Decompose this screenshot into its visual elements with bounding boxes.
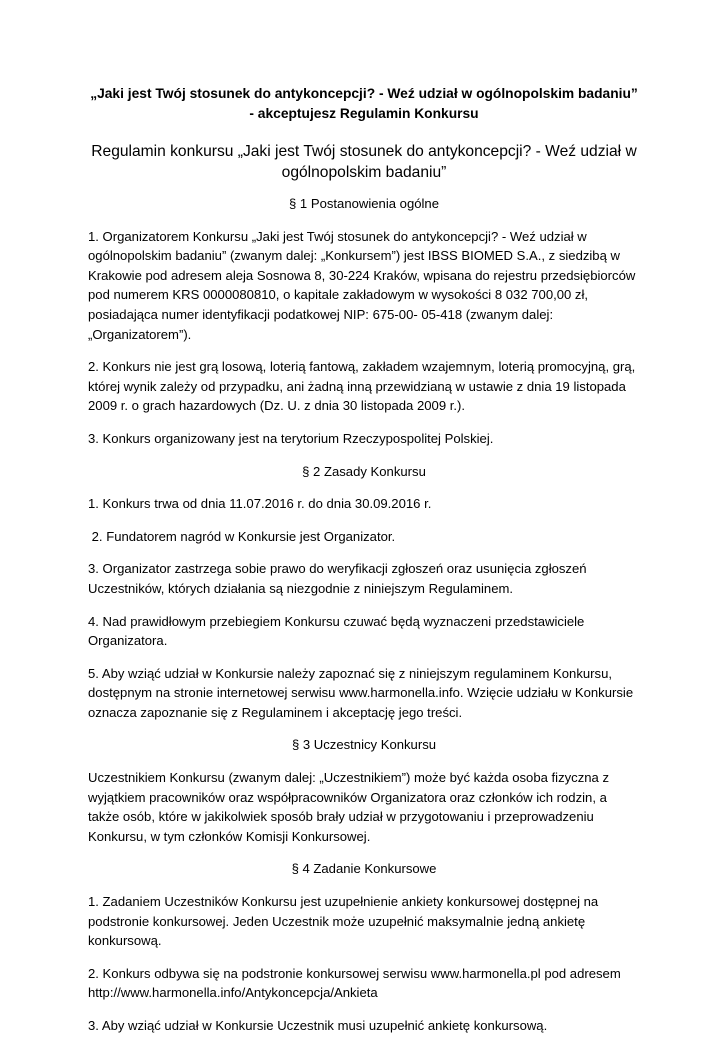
document-title: „Jaki jest Twój stosunek do antykoncepcji? - Weź udział w ogólnopolskim badaniu” - akceptujesz Regulamin Konkursu — [90, 86, 638, 121]
paragraph: Uczestnikiem Konkursu (zwanym dalej: „Uczestnikiem”) może być każda osoba fizyczna z wyjątkiem pracowników oraz współpracowników Organizatora oraz członków ich rodzin, a także osób, które w jakikolwiek sposób brały udział w przygotowaniu i przeprowadzeniu Konkursu, w tym członków Komisji Konkursowej. — [88, 770, 610, 844]
section-heading: § 4 Zadanie Konkursowe — [291, 861, 437, 877]
paragraph: 1. Organizatorem Konkursu „Jaki jest Twój stosunek do antykoncepcji? - Weź udział w ogólnopolskim badaniu” (zwanym dalej: „Konkursem”) jest IBSS BIOMED S.A., z siedzibą w Krakowie pod adresem aleja Sosnowa 8, 30-224 Kraków, wpisana do rejestru przedsiębiorców pod numerem KRS 0000080810, o kapitale zakładowym w wysokości 8 032 700,00 zł, posiadająca numer identyfikacji podatkowej NIP: 675-00- 05-418 (zwanym dalej: „Organizatorem”). — [88, 228, 636, 342]
paragraph: 2. Konkurs odbywa się na podstronie konkursowej serwisu www.harmonella.pl pod adresem http://www.harmonella.info/Antykoncepcja/Ankieta — [88, 965, 621, 1001]
paragraph: 2. Konkurs nie jest grą losową, loterią fantową, zakładem wzajemnym, loterią promocyjną, grą, której wynik zależy od przypadku, ani żadną inną przewidzianą w ustawie z dnia 19 listopada 2009 r. o grach hazardowych (Dz. U. z dnia 30 listopada 2009 r.). — [88, 359, 636, 414]
paragraph: 1. Zadaniem Uczestników Konkursu jest uzupełnienie ankiety konkursowej dostępnej na podstronie konkursowej. Jeden Uczestnik może uzupełnić maksymalnie jedną ankietę konkursową. — [88, 894, 599, 949]
paragraph: 1. Konkurs trwa od dnia 11.07.2016 r. do dnia 30.09.2016 r. — [88, 496, 432, 512]
document-page — [88, 84, 640, 1049]
section-heading: § 1 Postanowienia ogólne — [289, 196, 439, 211]
paragraph: 3. Organizator zastrzega sobie prawo do weryfikacji zgłoszeń oraz usunięcia zgłoszeń Uczestników, których działania są niezgodnie z niniejszym Regulaminem. — [88, 561, 587, 596]
paragraph: 4. Nad prawidłowym przebiegiem Konkursu czuwać będą wyznaczeni przedstawiciele Organizatora. — [88, 613, 585, 649]
paragraph: 5. Aby wziąć udział w Konkursie należy zapoznać się z niniejszym regulaminem Konkursu, dostępnym na stronie internetowej serwisu www.harmonella.info. Wzięcie udziału w Konkursie oznacza zapoznanie się z Regulaminem i akceptację jego treści. — [88, 665, 634, 720]
paragraph: 3. Aby wziąć udział w Konkursie Uczestnik musi uzupełnić ankietę konkursową. — [88, 1018, 548, 1033]
section-heading: § 3 Uczestnicy Konkursu — [291, 737, 437, 753]
paragraph: 3. Konkurs organizowany jest na terytorium Rzeczypospolitej Polskiej. — [88, 430, 494, 446]
section-heading: § 2 Zasady Konkursu — [302, 463, 426, 479]
document-subtitle: Regulamin konkursu „Jaki jest Twój stosunek do antykoncepcji? - Weź udział w ogólnopolskim badaniu” — [91, 143, 637, 181]
paragraph: 2. Fundatorem nagród w Konkursie jest Organizator. — [88, 528, 396, 544]
